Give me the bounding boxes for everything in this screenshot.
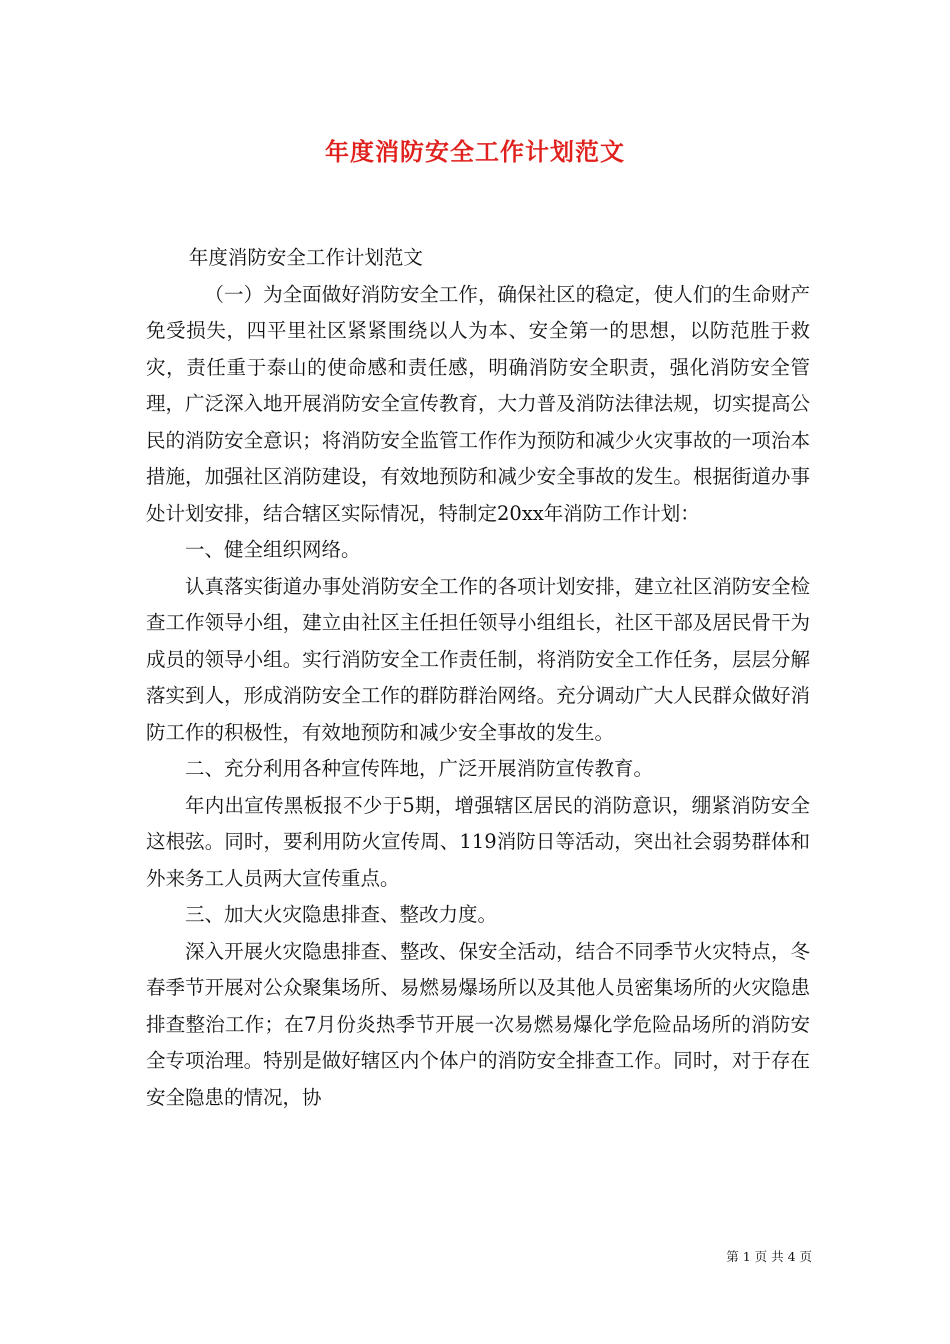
paragraph-intro: （一）为全面做好消防安全工作，确保社区的稳定，使人们的生命财产免受损失，四平里社区紧紧围绕以人为本、安全第一的思想，以防范胜于救灾，责任重于泰山的使命感和责任感，明确消防安全职责，强化消防安全管理，广泛深入地开展消防安全宣传教育，大力普及消防法律法规，切实提高公民的消防安全意识；将消防安全监管工作作为预防和减少火灾事故的一项治本措施，加强社区消防建设，有效地预防和减少安全事故的发生。根据街道办事处计划安排，结合辖区实际情况，特制定20xx年消防工作计划： bbox=[146, 282, 810, 525]
page-number-footer: 第 1 页 共 4 页 bbox=[726, 1249, 812, 1264]
section-heading-3: 三、加大火灾隐患排查、整改力度。 bbox=[185, 903, 498, 926]
section-heading-2: 二、充分利用各种宣传阵地，广泛开展消防宣传教育。 bbox=[185, 757, 654, 780]
paragraph-section-3: 深入开展火灾隐患排查、整改、保安全活动，结合不同季节火灾特点，冬春季节开展对公众聚集场所、易燃易爆场所以及其他人员密集场所的火灾隐患排查整治工作；在7月份炎热季节开展一次易燃易爆化学危险品场所的消防安全专项治理。特别是做好辖区内个体户的消防安全排查工作。同时，对于存在安全隐患的情况，协 bbox=[146, 939, 810, 1109]
document-body bbox=[146, 240, 810, 1116]
section-heading-1: 一、健全组织网络。 bbox=[185, 538, 361, 561]
paragraph-section-2: 年内出宣传黑板报不少于5期，增强辖区居民的消防意识，绷紧消防安全这根弦。同时，要利用防火宣传周、119消防日等活动，突出社会弱势群体和外来务工人员两大宣传重点。 bbox=[146, 793, 810, 890]
paragraph-section-1: 认真落实街道办事处消防安全工作的各项计划安排，建立社区消防安全检查工作领导小组，建立由社区主任担任领导小组组长，社区干部及居民骨干为成员的领导小组。实行消防安全工作责任制，将消防安全工作任务，层层分解落实到人，形成消防安全工作的群防群治网络。充分调动广大人民群众做好消防工作的积极性，有效地预防和减少安全事故的发生。 bbox=[146, 574, 810, 744]
body-heading: 年度消防安全工作计划范文 bbox=[188, 246, 423, 269]
document-title: 年度消防安全工作计划范文 bbox=[325, 137, 625, 166]
